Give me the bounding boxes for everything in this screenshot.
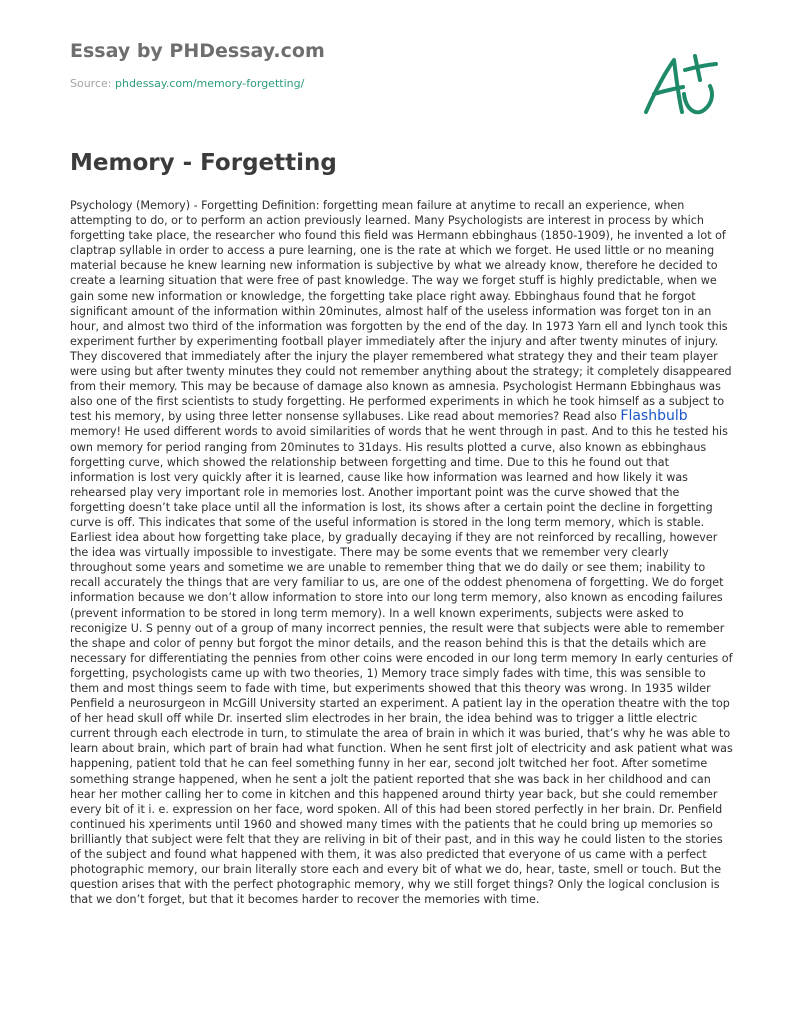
essay-paragraph	[70, 198, 734, 907]
essay-text-part-2: memory! He used different words to avoid similarities of words that he went through in past. And to this he tested his own memory for period ranging from 20minutes to 31days. His results plotted a curve, also known as ebbinghaus forgetting curve, which showed the relationship between forgetting and time. Due to this he found out that information is lost very quickly after it is learned, cause like how information was learned and how likely it was rehearsed play very important role in memories lost. Another important point was the curve showed that the forgetting doesn’t take place until all the information is lost, its shows after a certain point the decline in forgetting curve is off. This indicates that some of the useful information is stored in the long term memory, which is stable. Earliest idea about how forgetting take place, by gradually decaying if they are not reinforced by recalling, however the idea was virtually impossible to investigate. There may be some events that we remember very clearly throughout some years and sometime we are unable to remember thing that we do daily or see them; inability to recall accurately the things that are very familiar to us, are one of the oddest phenomena of forgetting. We do forget information because we don’t allow information to store into our long term memory, also known as encoding failures (prevent information to be stored in long term memory). In a well known experiments, subjects were asked to reconigize U. S penny out of a group of many incorrect pennies, the result were that subjects were able to remember the shape and color of penny but forgot the minor details, and the reason behind this is that the details which are necessary for differentiating the pennies from other coins were encoded in our long term memory In early centuries of forgetting, psychologists came up with two theories, 1) Memory trace simply fades with time, this was sensible to them and most things seem to fade with time, but experiments showed that this theory was wrong. In 1935 wilder Penfield a neurosurgeon in McGill University started an experiment. A patient lay in the operation theatre with the top of her head skull off while Dr. inserted slim electrodes in her brain, the idea behind was to trigger a little electric current through each electrode in turn, to stimulate the area of brain in which it was buried, that’s why he was able to learn about brain, which part of brain had what function. When he sent first jolt of electricity and ask patient what was happening, patient told that he can feel something funny in her ear, second jolt twitched her foot. After sometime something strange happened, when he sent a jolt the patient reported that she was back in her childhood and can hear her mother calling her to come in kitchen and this happened around thirty year back, but she could remember every bit of it i. e. expression on her face, word spoken. All of this had been stored perfectly in her brain. Dr. Penfield continued his xperiments until 1960 and showed many times with the patients that he could bring up memories so brilliantly that subject were felt that they are reliving in bit of their past, and in this way he could listen to the stories of the subject and found what happened with them, it was also predicted that everyone of us came with a perfect photographic memory, our brain literally store each and every bit of what we do, hear, taste, smell or touch. But the question arises that with the perfect photographic memory, why we still forget things? Only the logical conclusion is that we don’t forget, but that it becomes harder to recover the memories with time.	[70, 425, 733, 907]
a-plus-logo-icon	[640, 50, 730, 130]
essay-text-part-1: Psychology (Memory) - Forgetting Definition: forgetting mean failure at anytime to recall an experience, when attempting to do, or to perform an action previously learned. Many Psychologists are interest in process by which forgetting take place, the researcher who found this field was Hermann ebbinghaus (1850-1909), he invented a lot of claptrap syllable in order to access a pure learning, one is the rate at which we forget. He used little or no meaning material because he knew learning new information is subjective by what we already know, therefore he decided to create a learning situation that were free of past knowledge. The way we forget stuff is highly predictable, when we gain some new information or knowledge, the forgetting take place right away. Ebbinghaus found that he forgot significant amount of the information within 20minutes, almost half of the useless information was forget ton in an hour, and almost two third of the information was forgotten by the end of the day. In 1973 Yarn ell and lynch took this experiment further by experimenting football player immediately after the injury and after twenty minutes of injury. They discovered that immediately after the injury the player remembered what strategy they and their team player were using but after twenty minutes they could not remember anything about the strategy; it completely disappeared from their memory. This may be because of damage also known as amnesia. Psychologist Hermann Ebbinghaus was also one of the first scientists to study forgetting. He performed experiments in which he took himself as a subject to test his memory, by using three letter nonsense syllabuses. Like read about memories? Read also	[70, 199, 732, 424]
page-header	[70, 38, 630, 92]
essay-title: Memory - Forgetting	[70, 150, 337, 176]
site-name: Essay by PHDessay.com	[70, 40, 325, 62]
essay-body	[70, 198, 734, 1014]
flashbulb-link[interactable]: Flashbulb	[620, 408, 688, 425]
source-link[interactable]: phdessay.com/memory-forgetting/	[114, 77, 305, 90]
source-label: Source:	[70, 77, 115, 90]
source-line	[70, 76, 630, 92]
